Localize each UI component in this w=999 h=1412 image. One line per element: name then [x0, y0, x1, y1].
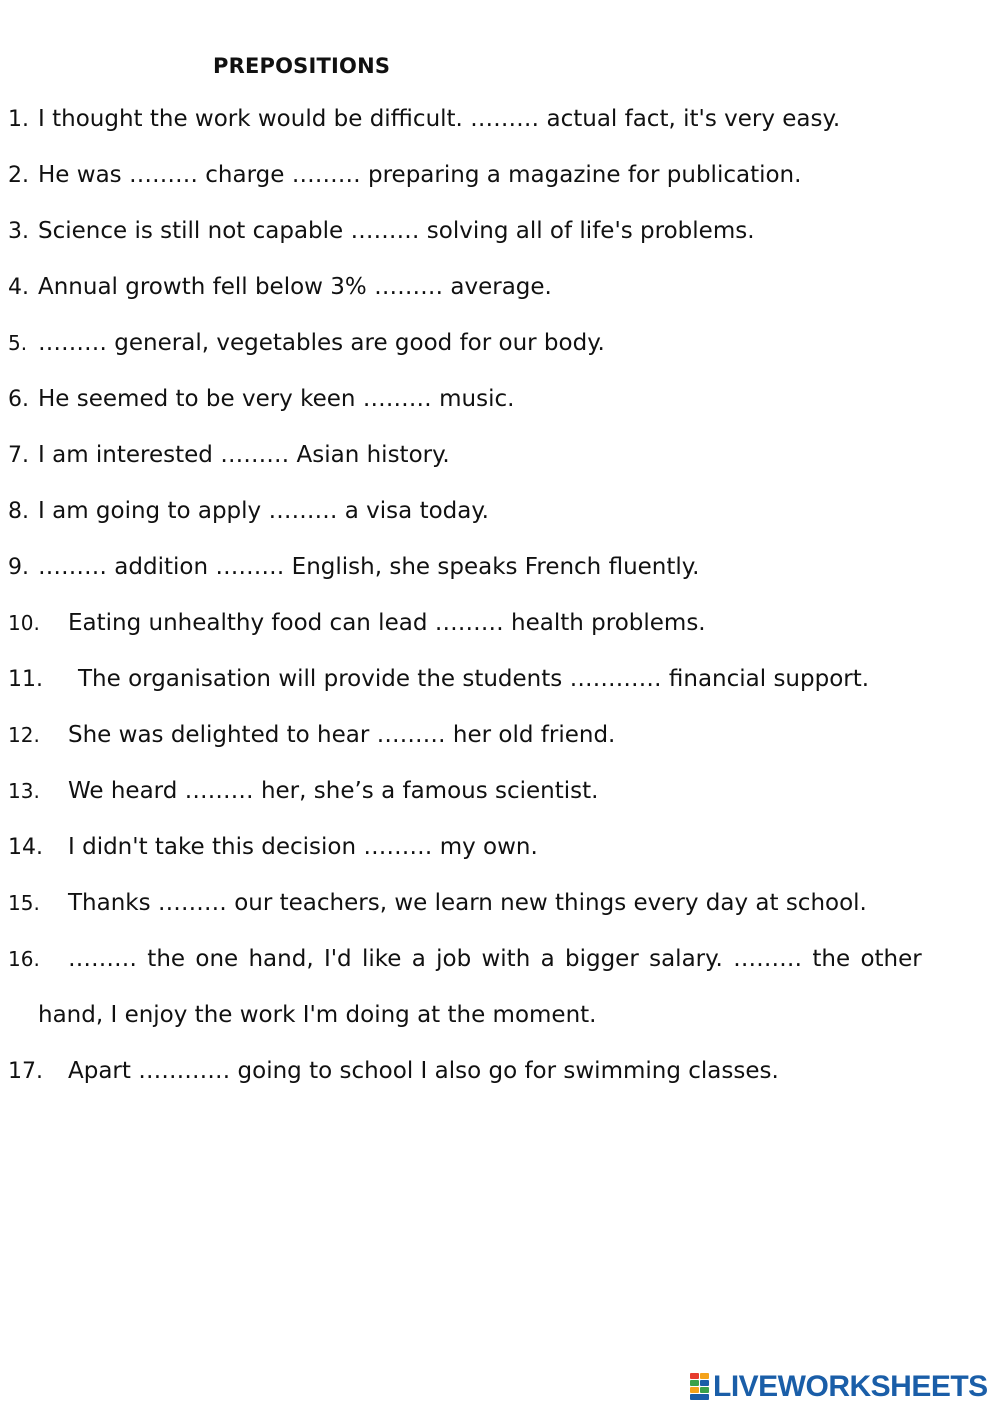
item-number: 14. — [8, 835, 43, 860]
worksheet-title: PREPOSITIONS — [213, 54, 391, 78]
exercise-item-12 — [8, 720, 615, 750]
item-text: I didn't take this decision ……… my own. — [68, 834, 538, 860]
exercise-item-2 — [8, 160, 801, 191]
item-text: We heard ……… her, she’s a famous scientist. — [68, 778, 599, 804]
liveworksheets-logo-icon — [690, 1373, 710, 1401]
exercise-item-4 — [8, 272, 552, 303]
exercise-item-14 — [8, 832, 538, 863]
item-number: 4. — [8, 275, 29, 300]
item-text: Eating unhealthy food can lead ……… health problems. — [68, 610, 706, 636]
item-text: ……… addition ……… English, she speaks French fluently. — [38, 554, 700, 580]
item-number: 3. — [8, 219, 29, 244]
item-text: The organisation will provide the students ………… financial support. — [78, 666, 870, 692]
exercise-item-5 — [8, 328, 605, 358]
exercise-item-10 — [8, 608, 706, 638]
item-number: 10. — [8, 611, 40, 635]
logo-text: LIVEWORKSHEETS — [713, 1370, 988, 1403]
item-number: 6. — [8, 387, 29, 412]
item-number: 12. — [8, 723, 40, 747]
item-text: Science is still not capable ……… solving all of life's problems. — [38, 218, 755, 244]
item-text: Apart ………… going to school I also go for swimming classes. — [68, 1058, 779, 1084]
item-text: He seemed to be very keen ……… music. — [38, 386, 515, 412]
exercise-item-7 — [8, 440, 450, 471]
item-number: 1. — [8, 107, 29, 132]
item-text: She was delighted to hear ……… her old friend. — [68, 722, 616, 748]
item-text: Thanks ……… our teachers, we learn new things every day at school. — [68, 890, 867, 916]
exercise-item-16 — [8, 944, 922, 974]
item-number: 17. — [8, 1059, 43, 1084]
item-number: 15. — [8, 891, 40, 915]
exercise-item-9 — [8, 552, 699, 583]
exercise-item-1 — [8, 104, 840, 135]
item-text: Annual growth fell below 3% ……… average. — [38, 274, 552, 300]
item-number: 2. — [8, 163, 29, 188]
exercise-item-15 — [8, 888, 867, 918]
exercise-item-11 — [8, 664, 869, 695]
exercise-item-17 — [8, 1056, 779, 1087]
exercise-item-8 — [8, 496, 489, 527]
item-number: 11. — [8, 667, 43, 692]
item-number: 8. — [8, 499, 29, 524]
item-text: He was ……… charge ……… preparing a magazine for publication. — [38, 162, 802, 188]
item-text: I am interested ……… Asian history. — [38, 442, 450, 468]
liveworksheets-logo — [690, 1370, 988, 1404]
exercise-item-13 — [8, 776, 598, 806]
exercise-item-6 — [8, 384, 514, 415]
item-number: 9. — [8, 555, 29, 580]
item-number: 5. — [8, 331, 28, 355]
exercise-item-3 — [8, 216, 755, 247]
item-text: ……… general, vegetables are good for our body. — [38, 330, 605, 356]
exercise-item-16-continuation: hand, I enjoy the work I'm doing at the moment. — [38, 1002, 597, 1028]
item-number: 7. — [8, 443, 29, 468]
item-text: ……… the one hand, I'd like a job with a bigger salary. ……… the other — [68, 946, 922, 972]
item-number: 16. — [8, 947, 40, 971]
item-text: I am going to apply ……… a visa today. — [38, 498, 489, 524]
item-number: 13. — [8, 779, 40, 803]
item-text: I thought the work would be difficult. ……… actual fact, it's very easy. — [38, 106, 841, 132]
